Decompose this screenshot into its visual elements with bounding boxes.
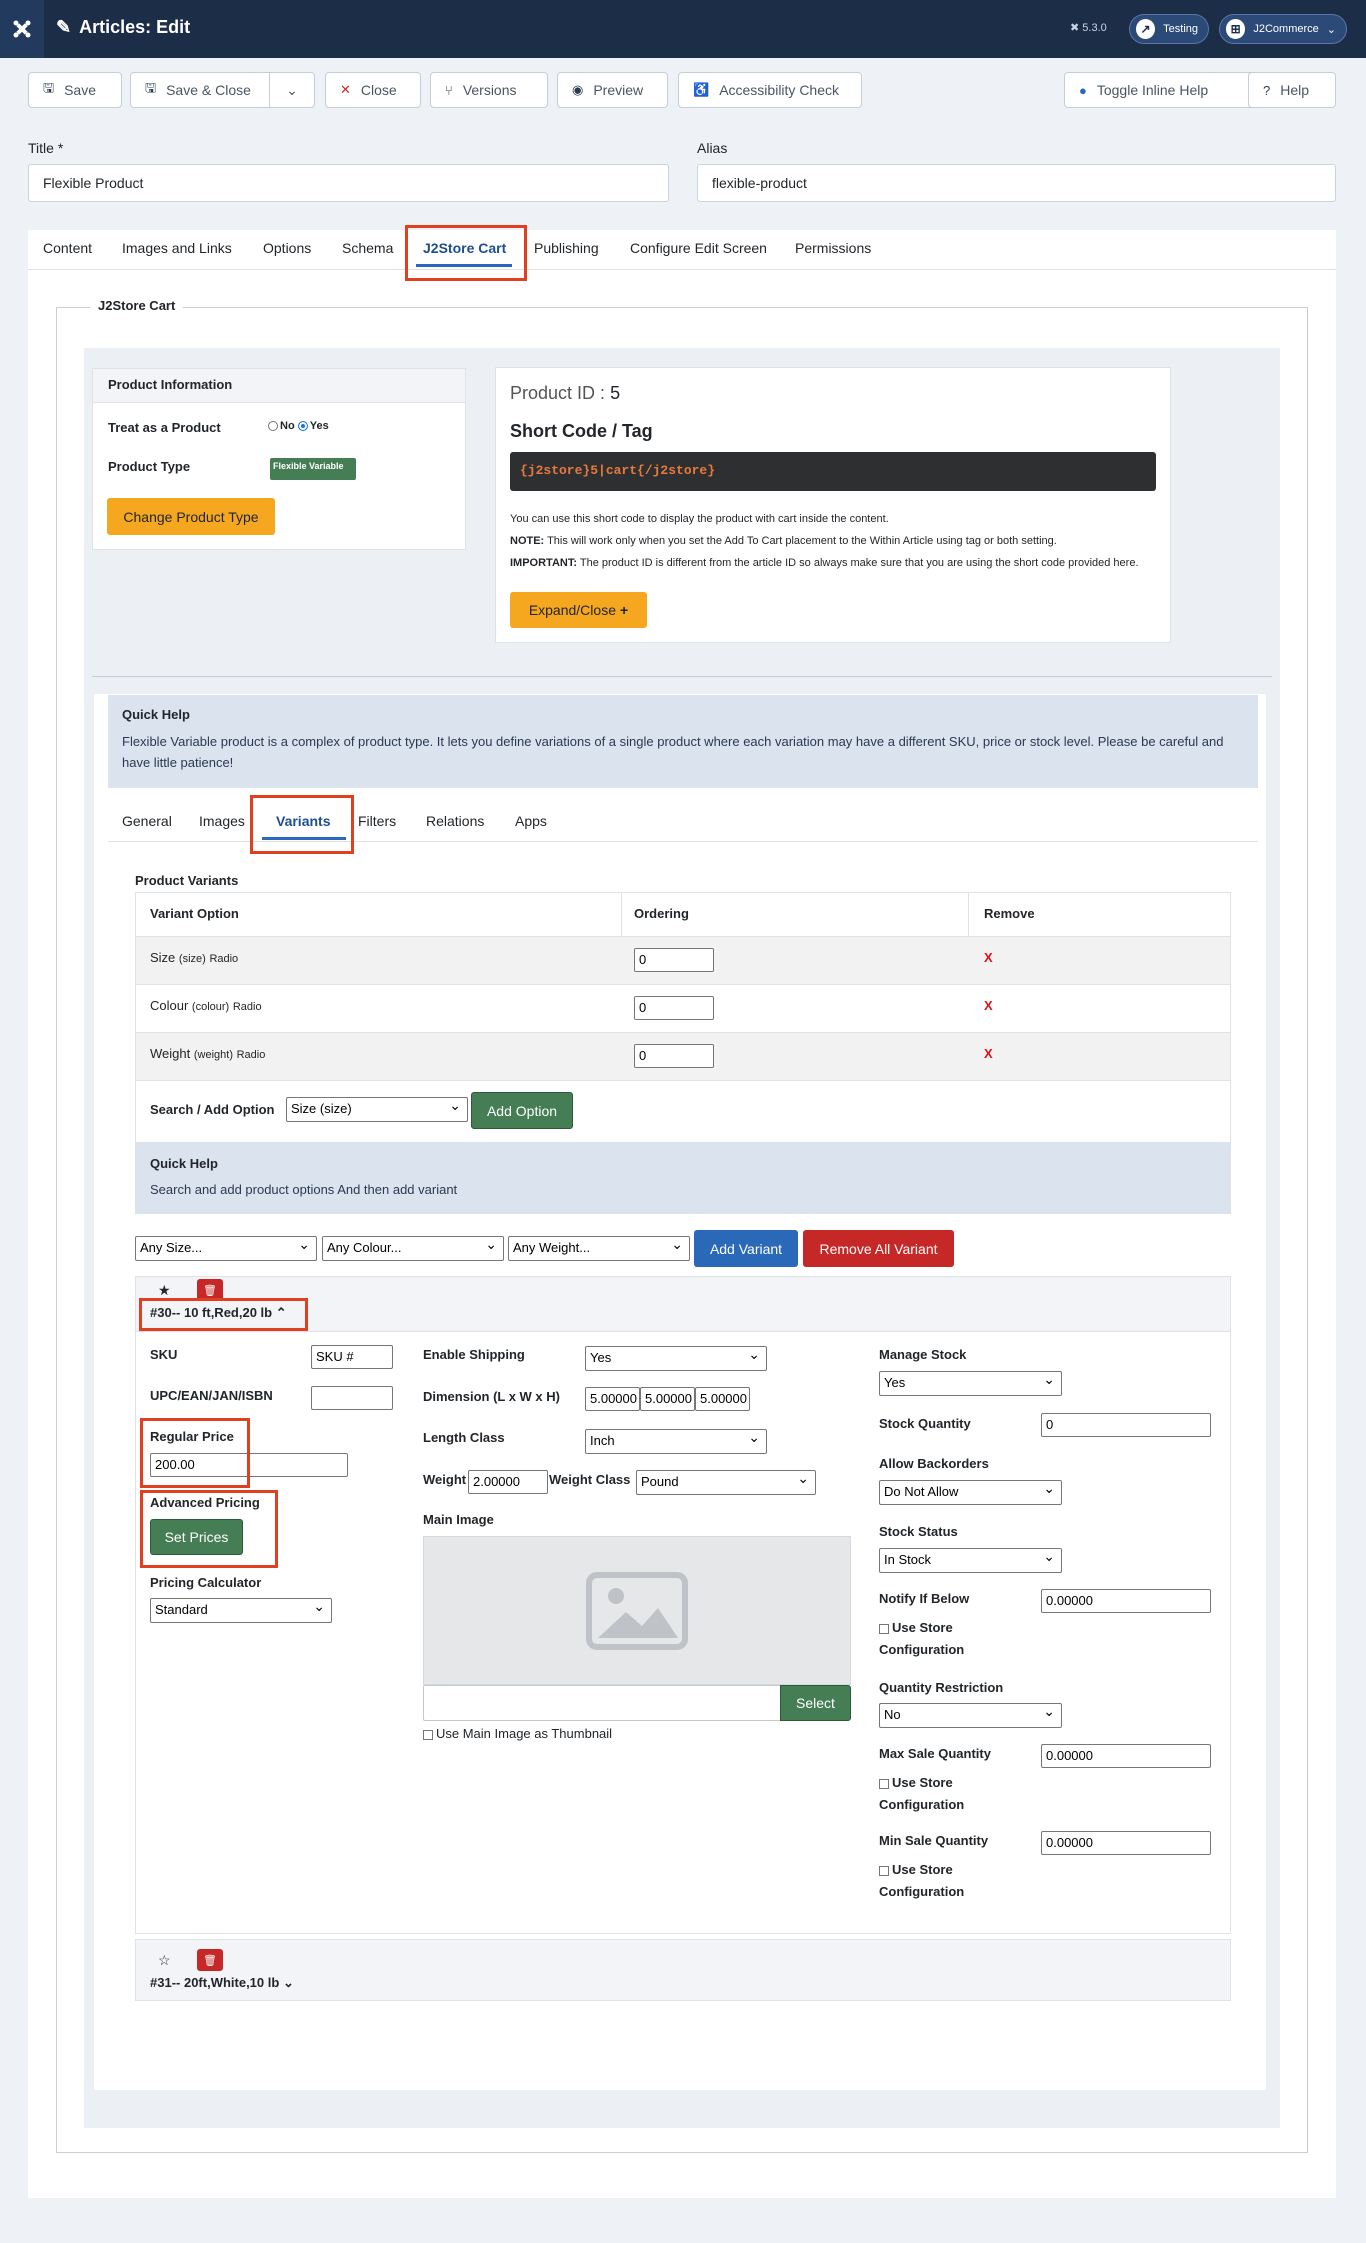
top-bar: [0, 0, 1366, 58]
remove-size-icon[interactable]: X: [984, 950, 993, 965]
options-quick-help-heading: Quick Help: [150, 1156, 218, 1171]
sku-label: SKU: [150, 1347, 178, 1362]
main-image-path-input[interactable]: [423, 1685, 781, 1721]
default-variant-star-icon[interactable]: ★: [158, 1282, 171, 1298]
set-default-star-icon[interactable]: ☆: [158, 1952, 171, 1968]
delete-variant-31-trash-icon[interactable]: 🗑: [197, 1949, 223, 1971]
product-type-label: Product Type: [108, 459, 191, 474]
add-variant-button[interactable]: Add Variant: [694, 1230, 798, 1267]
sku-input[interactable]: SKU #: [311, 1345, 393, 1369]
manage-stock-select[interactable]: Yes ⌄: [879, 1371, 1062, 1396]
product-id: Product ID : 5: [510, 383, 621, 403]
variant-option-size: Size (size) Radio: [150, 950, 239, 965]
enable-shipping-label: Enable Shipping: [423, 1347, 525, 1362]
stock-quantity-input[interactable]: 0: [1041, 1413, 1211, 1437]
highlight-regular-price: [140, 1418, 250, 1488]
filter-weight-select[interactable]: Any Weight... ⌄: [508, 1236, 690, 1261]
delete-variant-30-trash-icon[interactable]: 🗑: [197, 1279, 223, 1301]
tab-schema[interactable]: Schema: [342, 240, 394, 256]
j2store-legend: J2Store Cart: [90, 298, 183, 313]
shortcode-heading: Short Code / Tag: [510, 421, 653, 441]
remove-colour-icon[interactable]: X: [984, 998, 993, 1013]
product-info-heading: Product Information: [108, 377, 233, 392]
weight-input[interactable]: 2.00000: [468, 1470, 548, 1494]
joomla-logo-icon[interactable]: [0, 0, 44, 58]
title-label: Title *: [28, 140, 64, 156]
product-type-badge: Flexible Variable: [270, 458, 356, 480]
treat-product-radio[interactable]: No Yes: [268, 420, 329, 432]
quick-help-heading: Quick Help: [122, 707, 190, 722]
tab-publishing[interactable]: Publishing: [534, 240, 599, 256]
min-sale-use-store-config-checkbox[interactable]: Use Store Configuration: [879, 1862, 965, 1899]
weight-class-label: Weight Class: [549, 1472, 631, 1487]
question-icon: ?: [1263, 82, 1271, 98]
radio-yes[interactable]: [298, 421, 308, 431]
pencil-icon: ✎: [56, 17, 72, 37]
remove-weight-icon[interactable]: X: [984, 1046, 993, 1061]
pricing-calculator-label: Pricing Calculator: [150, 1575, 262, 1590]
save-icon: 🖫: [43, 80, 55, 95]
subtab-general[interactable]: General: [122, 813, 172, 829]
dimension-width-input[interactable]: 5.00000: [640, 1387, 695, 1411]
regular-price-label: Regular Price: [150, 1429, 234, 1444]
accessibility-icon: ♿: [693, 82, 710, 97]
use-main-image-thumbnail-checkbox[interactable]: Use Main Image as Thumbnail: [423, 1726, 612, 1741]
manage-stock-label: Manage Stock: [879, 1347, 967, 1362]
subtab-filters[interactable]: Filters: [358, 813, 397, 829]
col-remove: Remove: [984, 906, 1035, 921]
quick-help-text: Flexible Variable product is a complex of product type. It lets you define variations of a single product where each variation may have a different SKU, price or stock level. Please be careful and have little patience!: [122, 734, 1224, 770]
notify-if-below-input[interactable]: 0.00000: [1041, 1589, 1211, 1613]
search-add-option-label: Search / Add Option: [150, 1102, 275, 1117]
variant-option-weight: Weight (weight) Radio: [150, 1046, 266, 1061]
min-sale-quantity-label: Min Sale Quantity: [879, 1833, 989, 1848]
accessibility-check-button[interactable]: ♿ Accessibility Check: [678, 72, 862, 108]
allow-backorders-label: Allow Backorders: [879, 1456, 989, 1471]
variant-31-title[interactable]: #31-- 20ft,White,10 lb ⌄: [150, 1975, 294, 1990]
ordering-input-weight[interactable]: 0: [634, 1044, 714, 1068]
eye-icon: ◉: [572, 82, 584, 97]
change-product-type-button[interactable]: Change Product Type: [107, 498, 275, 535]
remove-all-variant-button[interactable]: Remove All Variant: [803, 1230, 954, 1267]
stock-status-label: Stock Status: [879, 1524, 958, 1539]
version-label: ✖ 5.3.0: [1070, 22, 1107, 34]
plus-icon: +: [619, 602, 629, 618]
col-ordering: Ordering: [634, 906, 689, 921]
save-dropdown-toggle[interactable]: [269, 72, 315, 108]
chevron-down-icon: ⌄: [282, 1975, 294, 1990]
set-prices-button[interactable]: Set Prices: [150, 1519, 243, 1555]
notify-if-below-label: Notify If Below: [879, 1591, 970, 1606]
chevron-down-icon: ⌄: [286, 81, 298, 98]
stock-status-select[interactable]: In Stock ⌄: [879, 1548, 1062, 1573]
weight-class-select[interactable]: Pound ⌄: [636, 1470, 816, 1495]
highlight-advanced-pricing: [140, 1490, 278, 1568]
variant-option-colour: Colour (colour) Radio: [150, 998, 262, 1013]
toggle-inline-help-button[interactable]: ● Toggle Inline Help: [1064, 72, 1255, 108]
shortcode-block[interactable]: {j2store}5|cart{/j2store}: [510, 452, 1156, 491]
user-menu-button[interactable]: ⊞ J2Commerce ⌄: [1219, 14, 1347, 44]
upc-label: UPC/EAN/JAN/ISBN: [150, 1388, 273, 1403]
pricing-calculator-select[interactable]: Standard ⌄: [150, 1598, 332, 1623]
branch-icon: ⑂: [445, 82, 453, 98]
close-icon: ✕: [340, 82, 351, 97]
filter-colour-select[interactable]: Any Colour... ⌄: [322, 1236, 504, 1261]
page-title: ✎ Articles: Edit: [56, 17, 191, 37]
option-search-select[interactable]: Size (size) ⌄: [286, 1097, 468, 1122]
allow-backorders-select[interactable]: Do Not Allow ⌄: [879, 1480, 1062, 1505]
ordering-input-size[interactable]: 0: [634, 948, 714, 972]
tab-configure-edit-screen[interactable]: Configure Edit Screen: [630, 240, 767, 256]
length-class-select[interactable]: Inch ⌄: [585, 1429, 767, 1454]
enable-shipping-select[interactable]: Yes ⌄: [585, 1346, 767, 1371]
col-variant-option: Variant Option: [150, 906, 239, 921]
dimension-length-input[interactable]: 5.00000: [585, 1387, 640, 1411]
image-placeholder-icon: [586, 1572, 688, 1653]
versions-button[interactable]: ⑂ Versions: [430, 72, 548, 108]
min-sale-quantity-input[interactable]: 0.00000: [1041, 1831, 1211, 1855]
product-variants-heading: Product Variants: [135, 873, 239, 888]
filter-size-select[interactable]: Any Size... ⌄: [135, 1236, 317, 1261]
testing-site-button[interactable]: ↗ Testing: [1129, 14, 1209, 44]
help-button[interactable]: ? Help: [1248, 72, 1336, 108]
alias-label: Alias: [697, 140, 728, 156]
max-sale-quantity-label: Max Sale Quantity: [879, 1746, 991, 1761]
advanced-pricing-label: Advanced Pricing: [150, 1495, 260, 1510]
tab-images-links[interactable]: Images and Links: [122, 240, 232, 256]
treat-product-label: Treat as a Product: [108, 420, 221, 435]
select-image-button[interactable]: Select: [780, 1685, 851, 1721]
tab-options[interactable]: Options: [263, 240, 312, 256]
radio-no[interactable]: [268, 421, 278, 431]
max-sale-quantity-input[interactable]: 0.00000: [1041, 1744, 1211, 1768]
upc-input[interactable]: [311, 1386, 393, 1410]
user-grid-icon: ⊞: [1226, 19, 1245, 39]
external-link-icon: ↗: [1136, 19, 1155, 39]
notify-use-store-config-checkbox[interactable]: Use Store Configuration: [879, 1620, 965, 1657]
options-quick-help: [136, 1142, 1230, 1214]
dimension-label: Dimension (L x W x H): [423, 1389, 560, 1404]
save-button[interactable]: 🖫 Save: [28, 72, 122, 108]
subtab-relations[interactable]: Relations: [426, 813, 485, 829]
main-image-label: Main Image: [423, 1512, 494, 1527]
question-circle-icon: ●: [1079, 82, 1087, 98]
shortcode-help-text: You can use this short code to display the product with cart inside the content. NOTE: This will work only when you set the Add To Cart placement to the Within Article using tag or both setting. IMPORTANT: The product ID is different from the article ID so always make sure that you are using the short code provided here.: [510, 513, 1139, 569]
subtab-apps[interactable]: Apps: [515, 813, 547, 829]
add-option-button[interactable]: Add Option: [471, 1092, 573, 1129]
quantity-restriction-label: Quantity Restriction: [879, 1680, 1004, 1695]
tab-content[interactable]: Content: [43, 240, 93, 256]
save-close-button[interactable]: 🖫 Save & Close: [130, 72, 270, 108]
highlight-variant-30-title: [139, 1298, 308, 1331]
ordering-input-colour[interactable]: 0: [634, 996, 714, 1020]
regular-price-input[interactable]: 200.00: [150, 1453, 348, 1477]
stock-quantity-label: Stock Quantity: [879, 1416, 971, 1431]
chevron-up-icon: ⌃: [275, 1305, 287, 1320]
quantity-restriction-select[interactable]: No ⌄: [879, 1703, 1062, 1728]
weight-label: Weight: [423, 1472, 467, 1487]
subtab-images[interactable]: Images: [199, 813, 245, 829]
alias-input[interactable]: flexible-product: [697, 164, 1336, 202]
expand-close-button[interactable]: Expand/Close +: [510, 592, 647, 628]
length-class-label: Length Class: [423, 1430, 505, 1445]
options-quick-help-text: Search and add product options And then add variant: [150, 1182, 458, 1197]
max-sale-use-store-config-checkbox[interactable]: Use Store Configuration: [879, 1775, 965, 1812]
highlight-variants-tab: [250, 795, 354, 854]
variant-31-panel: [135, 1939, 1231, 2001]
highlight-j2store-tab: [405, 225, 527, 281]
chevron-down-icon: ⌄: [1326, 23, 1336, 36]
title-input[interactable]: Flexible Product: [28, 164, 669, 202]
save-icon: 🖫: [145, 80, 157, 95]
close-button[interactable]: ✕ Close: [325, 72, 421, 108]
variant-30-title[interactable]: #30-- 10 ft,Red,20 lb ⌃: [150, 1305, 287, 1320]
tab-j2store-cart[interactable]: J2Store Cart: [423, 240, 507, 256]
dimension-height-input[interactable]: 5.00000: [695, 1387, 750, 1411]
tab-permissions[interactable]: Permissions: [795, 240, 872, 256]
subtab-variants[interactable]: Variants: [276, 813, 331, 829]
preview-button[interactable]: ◉ Preview: [557, 72, 668, 108]
